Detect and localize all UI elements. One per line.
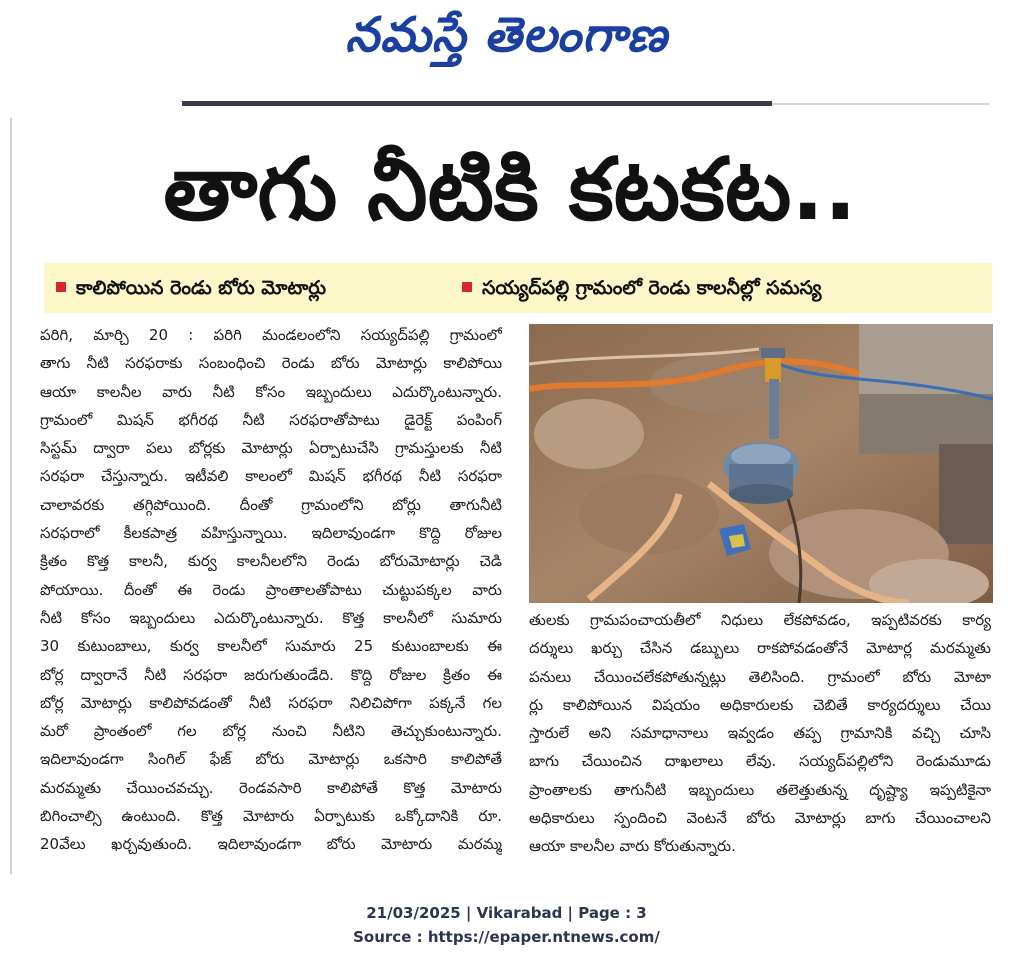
subheading-item [462,263,821,313]
article-text-line: స్తారులే అని సమాధానాలు ఇవ్వడం తప్ప గ్రామానికి వచ్చి చూసి [529,724,991,743]
article-text-line: మరో ప్రాంతంలో గల బోర్ల నుంచి నీటిని తెచ్చుకుంటున్నారు. [40,722,502,741]
article-text-line: బాగు చేయించిన దాఖలాలు లేవు. సయ్యద్‌పల్లిలోని రెండుమూడు [529,752,991,771]
article-text-line: బోర్ల మోటార్లు కాలిపోవడంతో నీటి సరఫరా నిలిచిపోగా పక్కనే గల [40,693,502,712]
footer-date-edition-page: 21/03/2025 | Vikarabad | Page : 3 [366,904,647,922]
article-text-line: పోయాయి. దీంతో ఈ రెండు ప్రాంతాలతోపాటు చుట్టుపక్కల వారు [40,580,502,599]
article-column-right [529,606,991,861]
article-text-line: పనులు చేయించలేకపోతున్నట్లు తెలిసింది. గ్రామంలో బోరు మోటా [529,667,991,686]
article-text-line: బిగించాల్సి ఉంటుంది. కొత్త మోటారు ఏర్పాటుకు ఒక్కోదానికి రూ. [40,807,502,826]
article-text-line: పరిగి, మార్చి 20 : పరిగి మండలంలోని సయ్యద్‌పల్లి గ్రామంలో [40,326,502,344]
article-text-line: ప్రాంతాలకు తాగునీటి ఇబ్బందులు తలెత్తుతున్న దృష్ట్యా ఇప్పటికైనా [529,780,991,799]
article-text-line: క్రితం కొత్త కాలనీ, కుర్వ కాలనీలలోని రెండు బోరుమోటార్లు చెడి [40,552,502,571]
subheading-item [56,263,326,313]
article-text-line: బోర్ల ద్వారానే నీటి సరఫరా జరుగుతుండేది. కొద్ది రోజుల క్రితం ఈ [40,665,502,684]
article-text-line: ర్లు కాలిపోయిన విషయం అధికారులకు చెబితే కార్యదర్శులు చేయి [529,695,991,714]
subheading-text: కాలిపోయిన రెండు బోరు మోటార్లు [76,277,327,299]
article-text-line: దర్శులు ఖర్చు చేసిన డబ్బులు రాకపోవడంతోనే మోటార్ల మరమ్మతు [529,639,991,658]
article-text-line: నీటి కోసం ఇబ్బందులు ఎదుర్కొంటున్నారు. కొత్త కాలనీలో సుమారు [40,608,502,627]
article-text-line: చాలావరకు తగ్గిపోయింది. దీంతో గ్రామంలోని బోర్లు తాగునీటి [40,495,502,514]
masthead-divider-light [772,103,990,105]
masthead-logo: నమస్తే తెలంగాణ [345,7,668,63]
article-text-line: సరఫరాలో కీలకపాత్ర వహిస్తున్నాయి. ఇదిలావుండగా కొద్ది రోజుల [40,524,502,543]
article-text-line: ఆయా కాలనీల వారు కోరుతున్నారు. [529,837,736,856]
article-text-line: ఆయా కాలనీల వారు నీటి కోసం ఇబ్బందులు ఎదుర్కొంటున్నారు. [40,382,502,401]
article-text-line: గ్రామంలో మిషన్ భగీరథ నీటి సరఫరాతోపాటు డైరెక్ట్ పంపింగ్ [40,410,502,429]
article-text-line: 20వేలు ఖర్చవుతుంది. ఇదిలావుండగా బోరు మోటారు మరమ్మ [40,835,502,854]
masthead-divider [182,101,772,106]
article-text-line: తాగు నీటి సరఫరాకు సంబంధించి రెండు బోరు మోటార్లు కాలిపోయి [40,354,502,373]
article-text-line: ఇదిలావుండగా సింగిల్ ఫేజ్ బోరు మోటార్లు ఒకసారి కాలిపోతే [40,750,502,769]
article-text-line: సిస్టమ్ ద్వారా పలు బోర్లకు మోటార్లు ఏర్పాటుచేసి గ్రామస్తులకు నీటి [40,439,502,458]
subheading-bar [44,263,992,313]
red-square-bullet-icon [56,282,66,292]
article-text-line: సరఫరా చేస్తున్నారు. ఇటీవలి కాలంలో మిషన్ భగీరథ నీటి సరఫరా [40,467,502,486]
article-text-line: తులకు గ్రామపంచాయతీలో నిధులు లేకపోవడం, ఇప్పటివరకు కార్య [529,611,991,629]
article-text-line: 30 కుటుంబాలు, కుర్వ కాలనీలో సుమారు 25 కుటుంబాలకు ఈ [40,637,502,656]
red-square-bullet-icon [462,282,472,292]
subheading-text: సయ్యద్‌పల్లి గ్రామంలో రెండు కాలనీల్లో సమస్య [482,277,822,299]
footer-source-link[interactable]: Source : https://epaper.ntnews.com/ [353,928,660,946]
article-column-left [40,321,502,859]
article-text-line: అధికారులు స్పందించి వెంటనే బోరు మోటార్లు బాగు చేయించాలని [529,809,991,828]
article-headline: తాగు నీటికి కటకట.. [163,140,857,240]
article-text-line: మరమ్మతు చేయించవచ్చు. రెండవసారి కాలిపోతే కొత్త మోటారు [40,778,502,797]
photo-illustration [529,324,993,603]
borewell-motor-photo [529,324,993,603]
